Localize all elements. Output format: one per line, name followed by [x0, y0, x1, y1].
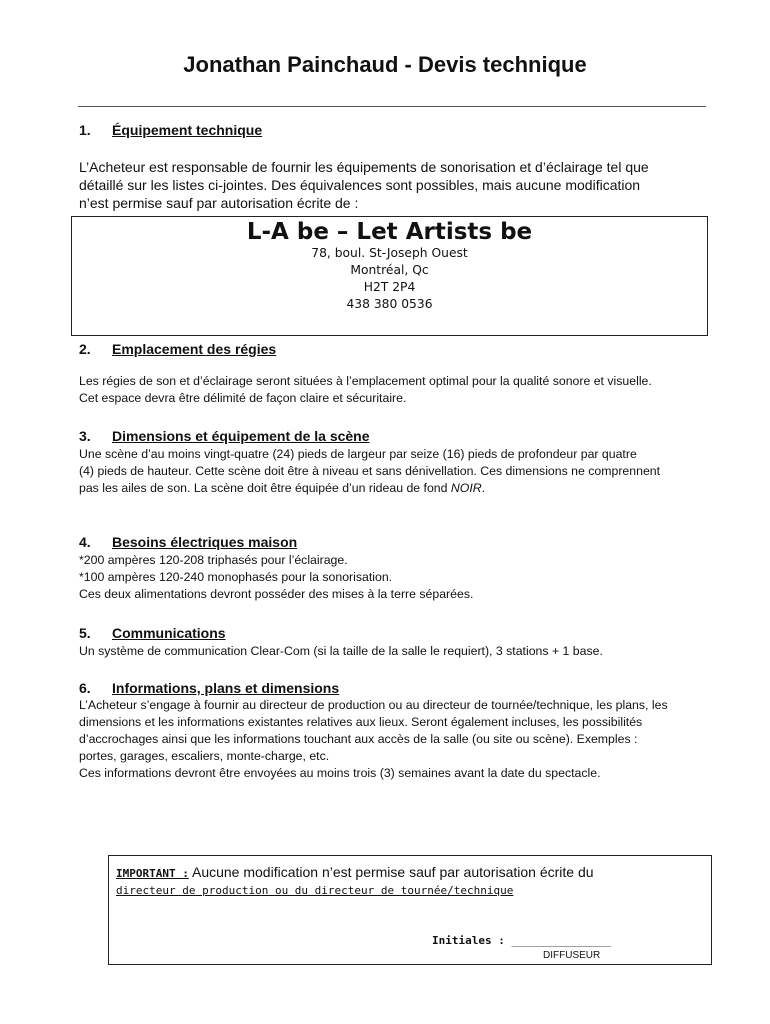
paragraph-line: n’est permise sauf par autorisation écrite de :	[79, 195, 359, 211]
paragraph-line: Ces deux alimentations devront posséder des mises à la terre séparées.	[79, 587, 474, 601]
company-address-line: 78, boul. St-Joseph Ouest	[311, 246, 468, 260]
section-3-text	[79, 446, 711, 497]
paragraph-line: portes, garages, escaliers, monte-charge, etc.	[79, 749, 330, 763]
paragraph-line: Une scène d’au moins vingt-quatre (24) pieds de largeur par seize (16) pieds de profondeur par quatre	[79, 447, 637, 461]
section-title: Équipement technique	[112, 122, 263, 138]
important-heading	[116, 864, 594, 882]
section-6-text	[79, 697, 711, 782]
initials-field[interactable]	[432, 934, 611, 947]
paragraph-line: d’accrochages ainsi que les informations touchant aux accès de la salle (ou site ou scène). Exemples :	[79, 732, 638, 746]
initials-label: Initiales :	[432, 934, 505, 947]
paragraph-line: Cet espace devra être délimité de façon claire et sécuritaire.	[79, 391, 407, 405]
important-subline: directeur de production ou du directeur de tournée/technique	[116, 884, 514, 897]
section-5-text	[79, 643, 711, 660]
section-3-heading	[79, 428, 370, 444]
emphasis-text: NOIR	[450, 481, 482, 495]
paragraph-line: dimensions et les informations existantes relatives aux lieux. Seront également incluses, les possibilités	[79, 715, 643, 729]
important-label: IMPORTANT :	[116, 867, 189, 880]
section-title: Emplacement des régies	[112, 341, 277, 357]
paragraph-line: *200 ampères 120-208 triphasés pour l’éclairage.	[79, 553, 348, 567]
paragraph-line: (4) pieds de hauteur. Cette scène doit être à niveau et sans dénivellation. Ces dimensions ne comprennent	[79, 464, 661, 478]
section-number: 1.	[79, 122, 91, 138]
punctuation: .	[481, 481, 486, 495]
section-number: 6.	[79, 680, 91, 696]
paragraph-line: *100 ampères 120-240 monophasés pour la sonorisation.	[79, 570, 393, 584]
company-address-line: H2T 2P4	[363, 280, 416, 294]
section-4-heading	[79, 534, 297, 550]
section-title: Communications	[112, 625, 226, 641]
section-number: 2.	[79, 341, 91, 357]
important-box	[108, 855, 712, 965]
section-1-heading	[79, 122, 262, 138]
section-4-text	[79, 552, 711, 603]
title-divider	[78, 106, 706, 107]
section-1-text	[79, 158, 699, 212]
section-number: 4.	[79, 534, 91, 550]
section-2-text	[79, 373, 711, 407]
diffuseur-label: DIFFUSEUR	[543, 950, 601, 961]
section-6-heading	[79, 680, 339, 696]
company-address-line: Montréal, Qc	[350, 263, 429, 277]
section-title: Informations, plans et dimensions	[112, 680, 340, 696]
paragraph-text: pas les ailes de son. La scène doit être équipée d’un rideau de fond	[79, 481, 448, 495]
paragraph-line: Les régies de son et d’éclairage seront situées à l’emplacement optimal pour la qualité sonore et visuelle.	[79, 374, 652, 388]
paragraph-line: Un système de communication Clear-Com (si la taille de la salle le requiert), 3 stations + 1 base.	[79, 644, 603, 658]
section-title: Dimensions et équipement de la scène	[112, 428, 370, 444]
company-phone: 438 380 0536	[346, 297, 433, 311]
company-name: L-A be – Let Artists be	[246, 219, 533, 245]
paragraph-line: L’Acheteur s’engage à fournir au directeur de production ou au directeur de tournée/technique, les plans, les	[79, 698, 668, 712]
paragraph-line: L’Acheteur est responsable de fournir les équipements de sonorisation et d’éclairage tel que	[79, 159, 649, 175]
section-number: 3.	[79, 428, 91, 444]
section-title: Besoins électriques maison	[112, 534, 298, 550]
section-5-heading	[79, 625, 226, 641]
page-title: Jonathan Painchaud - Devis technique	[183, 52, 587, 77]
important-text: Aucune modification n’est permise sauf par autorisation écrite du	[188, 864, 594, 880]
paragraph-line: Ces informations devront être envoyées au moins trois (3) semaines avant la date du spectacle.	[79, 766, 601, 780]
section-2-heading	[79, 341, 276, 357]
company-box	[71, 216, 708, 336]
paragraph-line	[79, 480, 711, 497]
section-number: 5.	[79, 625, 91, 641]
initials-blank[interactable]: _______________	[511, 934, 611, 947]
paragraph-line: détaillé sur les listes ci-jointes. Des équivalences sont possibles, mais aucune modification	[79, 177, 641, 193]
